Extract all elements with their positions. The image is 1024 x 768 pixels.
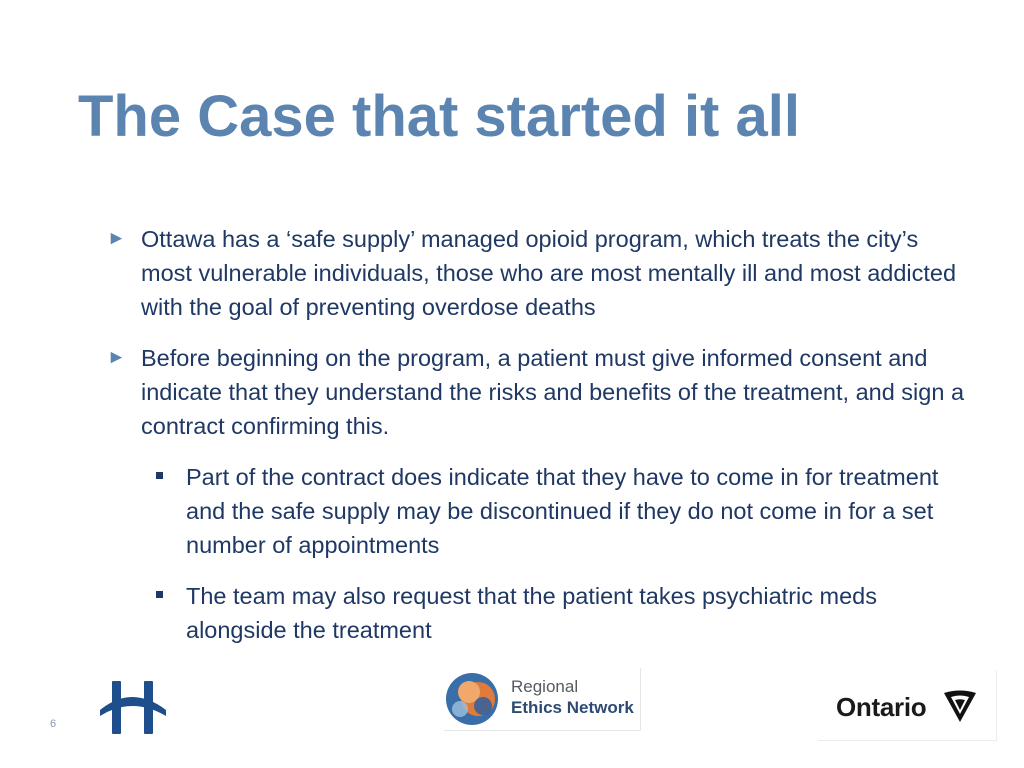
ren-logo-line2: Ethics Network [511, 698, 634, 717]
page-number: 6 [50, 718, 57, 730]
ren-emblem-icon [444, 668, 508, 730]
triangle-bullet-icon: ► [107, 228, 126, 249]
ren-logo-line1: Regional [511, 677, 579, 696]
regional-ethics-network-logo [444, 668, 641, 731]
h-arch-logo-icon [98, 678, 168, 736]
sub-bullet-text: Part of the contract does indicate that they have to come in for treatment and the safe supply may be discontinued if they do not come in for a set number of appointments [186, 464, 939, 558]
ontario-logo [818, 670, 997, 741]
square-bullet-icon [156, 472, 163, 479]
bullet-text: Before beginning on the program, a patient must give informed consent and indicate that they understand the risks and benefits of the treatment, and sign a contract confirming this. [141, 345, 965, 439]
bullet-item [105, 222, 965, 324]
sub-bullet-item [105, 460, 965, 562]
bullet-list [105, 222, 965, 664]
trillium-icon [942, 688, 978, 724]
triangle-bullet-icon: ► [107, 347, 126, 368]
ontario-wordmark: Ontario [836, 692, 927, 722]
bullet-text: Ottawa has a ‘safe supply’ managed opioid program, which treats the city’s most vulnerable individuals, those who are most mentally ill and most addicted with the goal of preventing overdose deaths [141, 226, 957, 320]
slide-title: The Case that started it all [78, 84, 800, 149]
square-bullet-icon [156, 591, 163, 598]
sub-bullet-item [105, 579, 965, 647]
sub-bullet-text: The team may also request that the patient takes psychiatric meds alongside the treatment [186, 583, 877, 643]
bullet-item [105, 341, 965, 443]
